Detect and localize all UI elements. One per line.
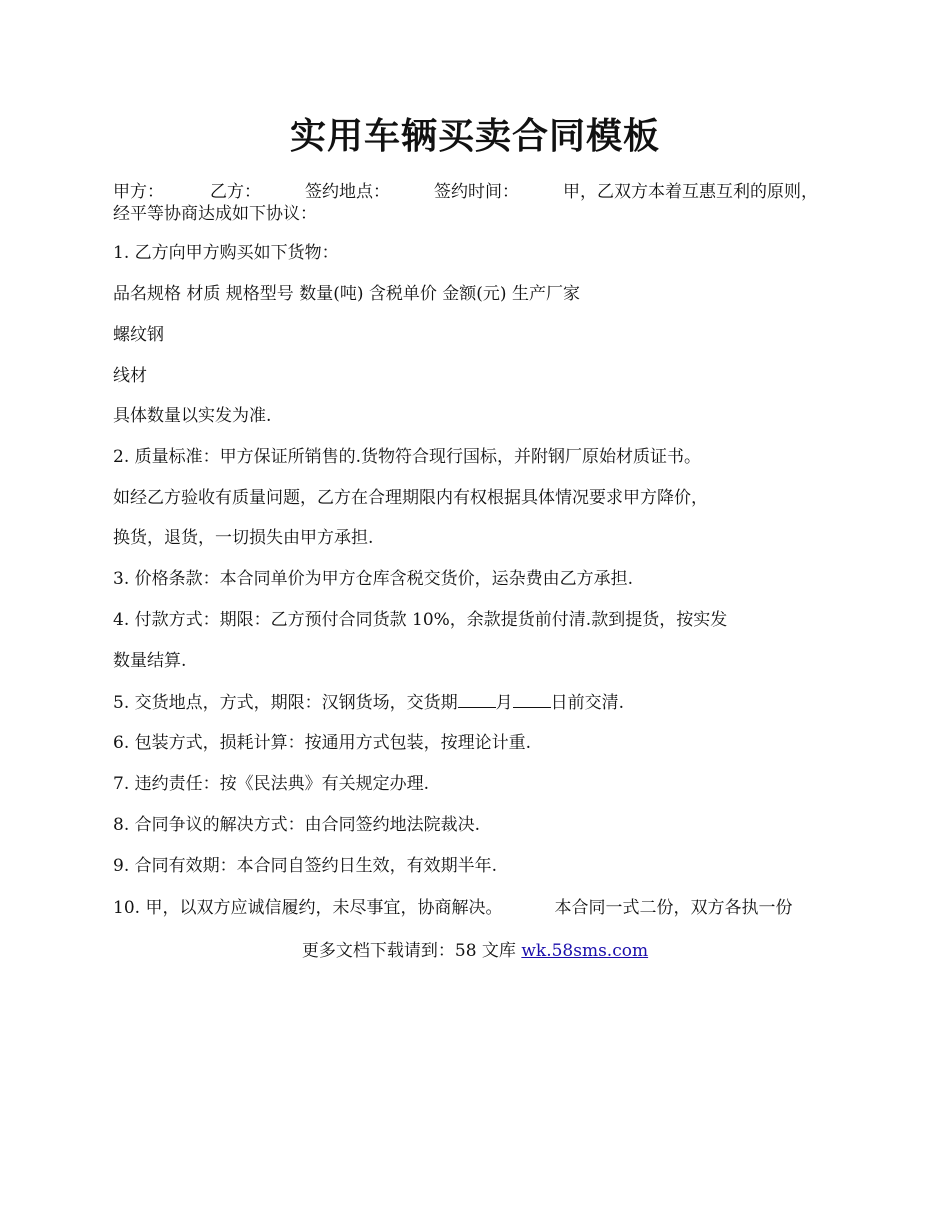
clause-10-a: 10. 甲，以双方应诚信履约，未尽事宜，协商解决。 <box>113 898 503 918</box>
sign-place-label: 签约地点： <box>305 182 390 202</box>
clause-1: 1. 乙方向甲方购买如下货物： <box>113 243 339 263</box>
document-title: 实用车辆买卖合同模板 <box>289 115 660 157</box>
intro-text-2: 经平等协商达成如下协议： <box>113 204 317 224</box>
clause-4-b: 数量结算. <box>113 651 187 671</box>
clause-5-month: 月 <box>495 693 513 713</box>
goods-item-2: 线材 <box>113 366 147 386</box>
clause-2: 2. 质量标准：甲方保证所销售的.货物符合现行国标，并附钢厂原始材质证书。 <box>113 447 702 467</box>
clause-9: 9. 合同有效期：本合同自签约日生效，有效期半年. <box>113 856 498 876</box>
clause-5-post: 日前交清. <box>550 693 625 713</box>
party-a-label: 甲方： <box>113 182 164 202</box>
party-b-label: 乙方： <box>210 182 261 202</box>
footer-link[interactable]: wk.58sms.com <box>521 941 649 961</box>
clause-10-b: 本合同一式二份，双方各执一份 <box>554 898 793 918</box>
clause-3: 3. 价格条款：本合同单价为甲方仓库含税交货价，运杂费由乙方承担. <box>113 569 634 589</box>
month-blank <box>458 691 496 708</box>
clause-10 <box>113 897 792 919</box>
footer <box>0 940 950 962</box>
clause-5-pre: 5. 交货地点，方式，期限：汉钢货场，交货期 <box>113 693 458 713</box>
goods-item-1: 螺纹钢 <box>113 325 164 345</box>
clause-8: 8. 合同争议的解决方式：由合同签约地法院裁决. <box>113 815 481 835</box>
footer-text: 更多文档下载请到：58 文库 <box>301 941 522 961</box>
quantity-note: 具体数量以实发为准. <box>113 406 272 426</box>
sign-time-label: 签约时间： <box>434 182 519 202</box>
clause-4: 4. 付款方式：期限：乙方预付合同货款 10%，余款提货前付清.款到提货，按实发 <box>113 610 728 630</box>
day-blank <box>513 691 551 708</box>
clause-7: 7. 违约责任：按《民法典》有关规定办理. <box>113 774 430 794</box>
clause-6: 6. 包装方式，损耗计算：按通用方式包装，按理论计重. <box>113 733 532 753</box>
clause-2-c: 换货，退货，一切损失由甲方承担. <box>113 528 374 548</box>
clause-5 <box>113 691 624 714</box>
goods-table-header: 品名规格 材质 规格型号 数量(吨) 含税单价 金额(元) 生产厂家 <box>113 284 580 304</box>
intro-paragraph <box>113 181 843 225</box>
intro-text-1: 甲，乙双方本着互惠互利的原则， <box>563 182 818 202</box>
clause-2-b: 如经乙方验收有质量问题，乙方在合理期限内有权根据具体情况要求甲方降价， <box>113 488 708 508</box>
